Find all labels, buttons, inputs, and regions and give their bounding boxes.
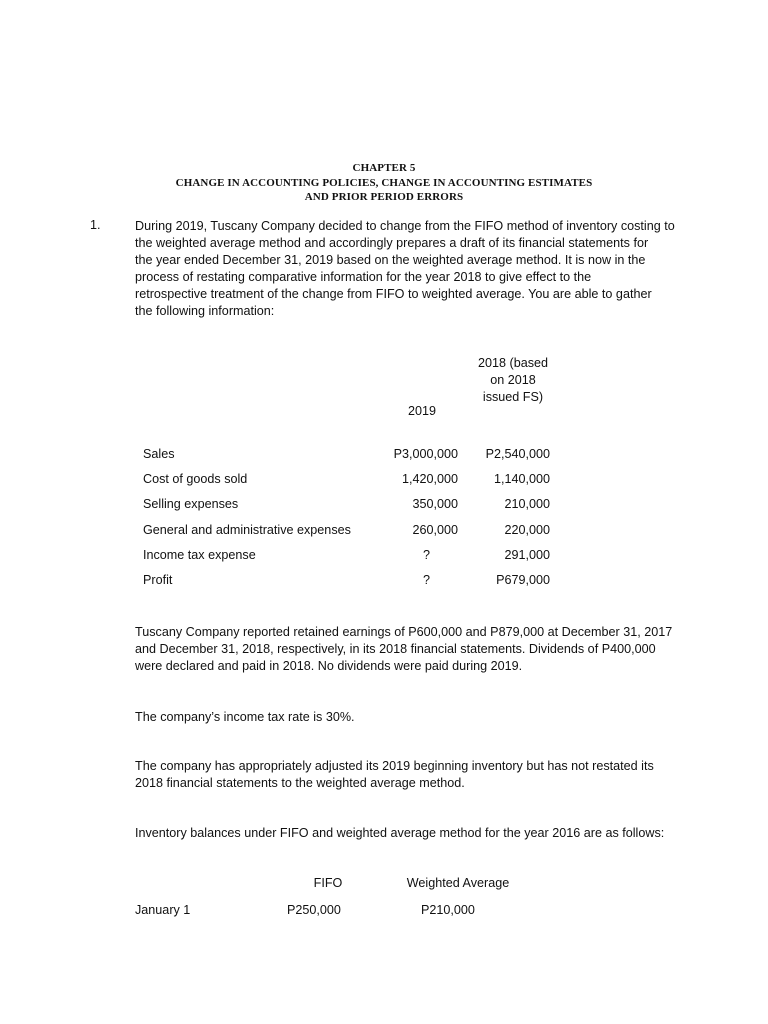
row-value-2019: 350,000 (412, 497, 458, 511)
row-value-2018: P679,000 (496, 573, 550, 587)
paragraph-line: Inventory balances under FIFO and weighted average method for the year 2016 are as follows: (135, 826, 665, 840)
intro-line: the weighted average method and accordingly prepares a draft of its financial statements for (135, 236, 649, 250)
row-value-weighted-average: P210,000 (421, 903, 475, 917)
col-header-2019: 2019 (407, 404, 437, 418)
row-value-2018: P2,540,000 (485, 447, 550, 461)
intro-line: the year ended December 31, 2019 based on the weighted average method. It is now in the (135, 253, 646, 267)
paragraph-line: 2018 financial statements to the weighted average method. (135, 776, 465, 790)
row-label-cogs: Cost of goods sold (143, 472, 248, 486)
chapter-number: CHAPTER 5 (352, 162, 416, 174)
paragraph-line: The company’s income tax rate is 30%. (135, 710, 355, 724)
row-label-january-1: January 1 (135, 903, 191, 917)
intro-line: the following information: (135, 304, 275, 318)
row-value-2018: 1,140,000 (493, 472, 550, 486)
row-value-2018: 210,000 (504, 497, 550, 511)
inventory-intro-paragraph (135, 825, 695, 842)
row-value-2018: 291,000 (504, 548, 550, 562)
col-header-2018-line: on 2018 (490, 373, 536, 387)
col-header-2018 (468, 355, 558, 406)
paragraph-line: were declared and paid in 2018. No dividends were paid during 2019. (135, 659, 523, 673)
intro-line: retrospective treatment of the change from FIFO to weighted average. You are able to gather (135, 287, 652, 301)
intro-line: process of restating comparative information for the year 2018 to give effect to the (135, 270, 592, 284)
problem-intro (135, 218, 695, 320)
row-value-2019: ? (422, 573, 430, 587)
tax-rate-paragraph (135, 709, 695, 726)
intro-line: During 2019, Tuscany Company decided to change from the FIFO method of inventory costing to (135, 219, 675, 233)
row-value-2019: ? (422, 548, 430, 562)
chapter-title-line2: AND PRIOR PERIOD ERRORS (304, 191, 464, 203)
col-header-weighted-average: Weighted Average (406, 876, 510, 890)
row-label-profit: Profit (143, 573, 173, 587)
paragraph-line: The company has appropriately adjusted its 2019 beginning inventory but has not restated its (135, 759, 654, 773)
row-label-gna: General and administrative expenses (143, 523, 351, 537)
row-label-selling: Selling expenses (143, 497, 239, 511)
row-label-tax: Income tax expense (143, 548, 256, 562)
row-label-sales: Sales (143, 447, 175, 461)
row-value-2018: 220,000 (504, 523, 550, 537)
row-value-2019: 1,420,000 (401, 472, 458, 486)
problem-number: 1. (90, 218, 101, 232)
col-header-2018-line: issued FS) (482, 390, 544, 404)
row-value-2019: 260,000 (412, 523, 458, 537)
retained-earnings-paragraph (135, 624, 695, 675)
paragraph-line: and December 31, 2018, respectively, in its 2018 financial statements. Dividends of P400,000 (135, 642, 656, 656)
paragraph-line: Tuscany Company reported retained earnings of P600,000 and P879,000 at December 31, 2017 (135, 625, 673, 639)
col-header-fifo: FIFO (313, 876, 343, 890)
adjusted-inventory-paragraph (135, 758, 695, 792)
row-value-2019: P3,000,000 (393, 447, 458, 461)
row-value-fifo: P250,000 (287, 903, 341, 917)
chapter-title-line1: CHANGE IN ACCOUNTING POLICIES, CHANGE IN ACCOUNTING ESTIMATES (175, 177, 593, 189)
col-header-2018-line: 2018 (based (477, 356, 549, 370)
